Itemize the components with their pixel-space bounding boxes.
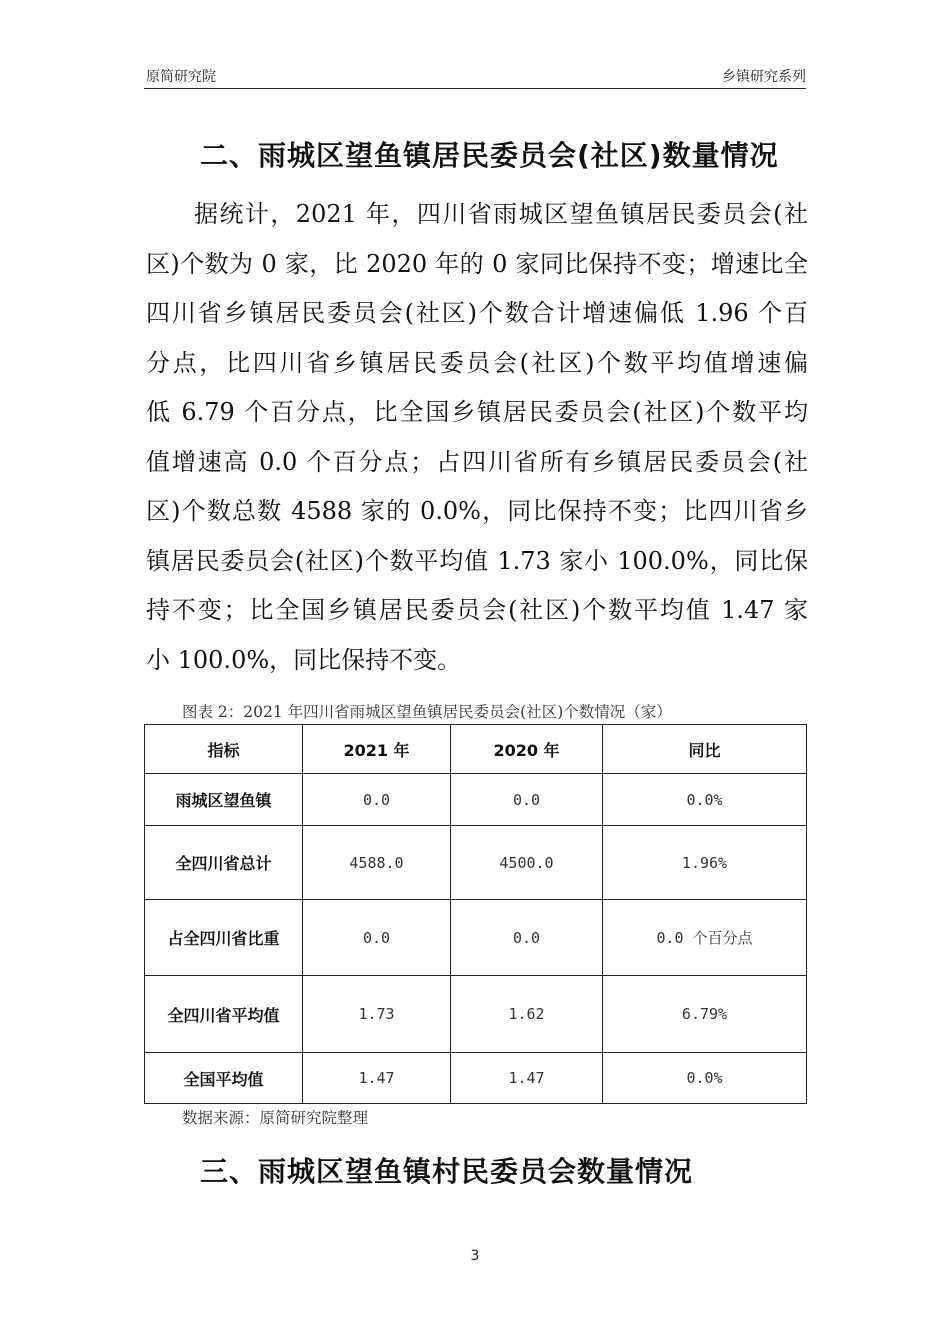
paragraph-line: 分点，比四川省乡镇居民委员会(社区)个数平均值增速偏: [146, 348, 808, 377]
paragraph-line: 持不变；比全国乡镇居民委员会(社区)个数平均值 1.47 家: [146, 596, 808, 624]
section-3-title: 三、雨城区望鱼镇村民委员会数量情况: [200, 1155, 694, 1188]
cell-2021: 0.0: [303, 900, 451, 976]
paragraph-line: 镇居民委员会(社区)个数平均值 1.73 家小 100.0%，同比保: [146, 546, 808, 575]
table-row: [145, 1053, 807, 1104]
cell-yoy: 0.0%: [603, 774, 807, 826]
row-label: 全四川省总计: [145, 826, 303, 900]
header-series: 乡镇研究系列: [722, 69, 806, 85]
cell-yoy: 0.0 个百分点: [603, 900, 807, 976]
header-cell-indicator: 指标: [145, 725, 303, 774]
cell-yoy: 1.96%: [603, 826, 807, 900]
cell-2020: 0.0: [451, 774, 603, 826]
row-label: 全国平均值: [145, 1053, 303, 1104]
row-label: 雨城区望鱼镇: [145, 774, 303, 826]
cell-2020: 0.0: [451, 900, 603, 976]
header-publisher: 原简研究院: [146, 69, 216, 85]
header-cell-yoy: 同比: [603, 725, 807, 774]
header-cell-2020: 2020 年: [451, 725, 603, 774]
cell-2021: 1.47: [303, 1053, 451, 1104]
paragraph-line: 据统计，2021 年，四川省雨城区望鱼镇居民委员会(社: [194, 200, 808, 228]
paragraph-line: 区)个数总数 4588 家的 0.0%，同比保持不变；比四川省乡: [146, 497, 808, 525]
paragraph-line: 小 100.0%，同比保持不变。: [146, 645, 462, 674]
table-row: [145, 826, 807, 900]
cell-2020: 4500.0: [451, 826, 603, 900]
cell-yoy: 6.79%: [603, 976, 807, 1053]
row-label: 全四川省平均值: [145, 976, 303, 1053]
cell-2020: 1.62: [451, 976, 603, 1053]
row-label: 占全四川省比重: [145, 900, 303, 976]
header-cell-2021: 2021 年: [303, 725, 451, 774]
section-2-paragraph: [146, 190, 808, 685]
cell-2021: 1.73: [303, 976, 451, 1053]
paragraph-line: 区)个数为 0 家，比 2020 年的 0 家同比保持不变；增速比全: [146, 249, 808, 278]
table-caption: 图表 2：2021 年四川省雨城区望鱼镇居民委员会(社区)个数情况（家）: [182, 703, 672, 721]
cell-2020: 1.47: [451, 1053, 603, 1104]
paragraph-line: 低 6.79 个百分点，比全国乡镇居民委员会(社区)个数平均: [146, 398, 808, 426]
table-row: [145, 976, 807, 1053]
cell-yoy: 0.0%: [603, 1053, 807, 1104]
table-row: [145, 774, 807, 826]
section-2-title: 二、雨城区望鱼镇居民委员会(社区)数量情况: [200, 139, 779, 172]
header-divider: [144, 88, 806, 89]
cell-2021: 0.0: [303, 774, 451, 826]
data-table: [144, 724, 807, 1104]
page-number: 3: [470, 1248, 480, 1264]
table-source-note: 数据来源：原简研究院整理: [182, 1109, 369, 1127]
paragraph-line: 四川省乡镇居民委员会(社区)个数合计增速偏低 1.96 个百: [146, 299, 808, 327]
table-row: [145, 900, 807, 976]
table-header-row: [145, 725, 807, 774]
cell-2021: 4588.0: [303, 826, 451, 900]
paragraph-line: 值增速高 0.0 个百分点；占四川省所有乡镇居民委员会(社: [146, 447, 808, 476]
